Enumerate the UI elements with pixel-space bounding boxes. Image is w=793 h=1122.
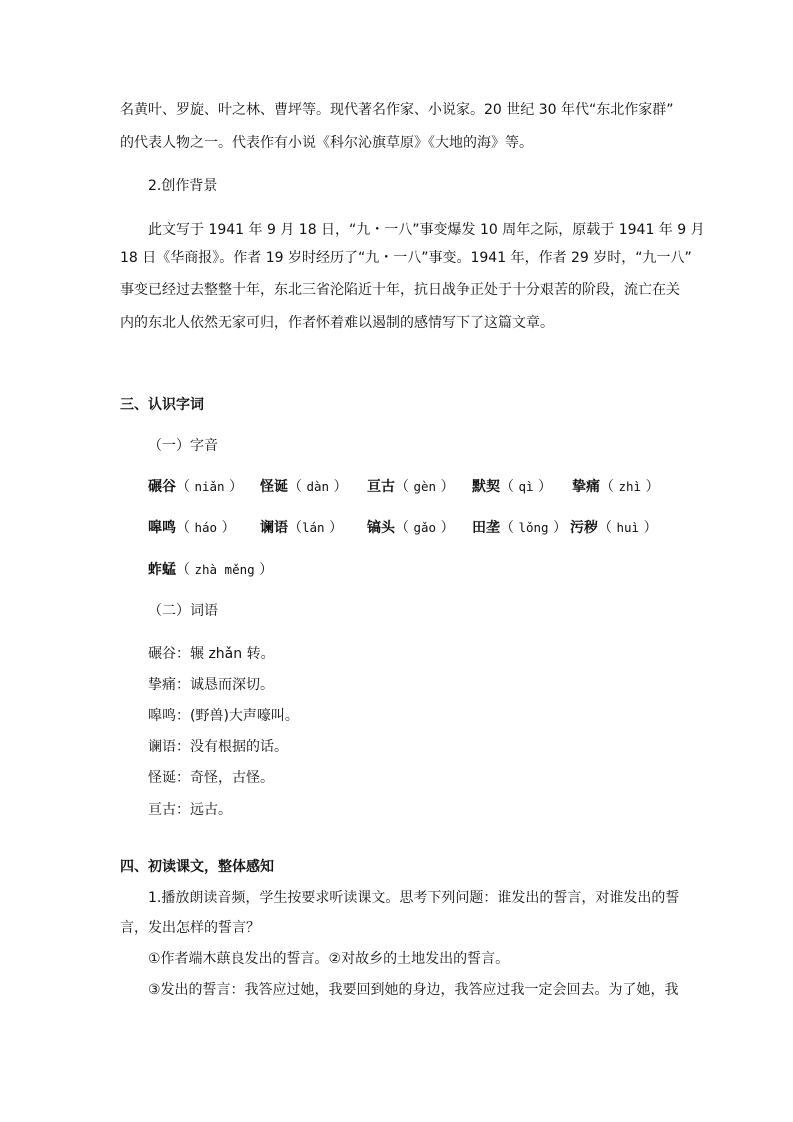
paren-open: （ [176, 479, 195, 495]
answer-line-1: ①作者端木蕻良发出的誓言。②对故乡的土地发出的誓言。 [148, 951, 510, 967]
paren-open: （ [500, 520, 519, 536]
paren-open: （ [500, 479, 519, 495]
pron-word: 田垄 [472, 520, 500, 536]
paren-close: ） [217, 520, 236, 536]
pron-pinyin: huì [616, 520, 640, 535]
pron-word: 怪诞 [260, 479, 288, 495]
paren-open: （ [395, 520, 414, 536]
vocab-definition: 嗥鸣：(野兽)大声嚎叫。 [148, 708, 299, 724]
author-intro-line-2: 的代表人物之一。代表作有小说《科尔沁旗草原》《大地的海》等。 [120, 135, 533, 151]
pron-pinyin: háo [194, 520, 218, 535]
paren-close: ） [639, 520, 658, 536]
background-line-4: 内的东北人依然无家可归，作者怀着难以遏制的感情写下了这篇文章。 [120, 315, 554, 331]
paren-close: ） [436, 520, 455, 536]
background-line-3: 事变已经过去整整十年，东北三省沦陷近十年，抗日战争正处于十分艰苦的阶段，流亡在关 [120, 282, 680, 298]
pron-pinyin: lǒng [518, 520, 549, 535]
paren-open: （ [395, 479, 414, 495]
pron-item [260, 518, 343, 538]
pron-word: 污秽 [570, 520, 598, 536]
pron-item [367, 477, 454, 497]
pron-item [570, 518, 657, 538]
vocab-definition: 碾谷：辗 zhǎn 转。 [148, 646, 275, 662]
paren-open: （ [176, 520, 195, 536]
section-3-title: 三、认识字词 [120, 397, 204, 413]
pron-word: 镐头 [367, 520, 395, 536]
paren-close: ） [533, 479, 552, 495]
pron-pinyin: niǎn [194, 479, 225, 494]
paren-close: ） [436, 479, 455, 495]
pron-pinyin: gǎo [413, 520, 437, 535]
question-line-1: 1.播放朗读音频，学生按要求听读课文。思考下列问题：谁发出的誓言，对谁发出的誓 [148, 890, 680, 906]
pronunciation-heading: （一）字音 [148, 438, 218, 454]
pron-item [472, 477, 552, 497]
vocab-definition: 挚痛：诚恳而深切。 [148, 677, 274, 693]
pron-pinyin: gèn [413, 479, 437, 494]
vocab-definition: 怪诞：奇怪，古怪。 [148, 770, 274, 786]
pron-pinyin: lán [302, 520, 325, 535]
section-4-title: 四、初读课文，整体感知 [120, 859, 274, 875]
pron-item [367, 518, 454, 538]
paren-close: ） [548, 520, 568, 536]
pron-word: 挚痛 [572, 479, 600, 495]
background-line-1: 此文写于 1941 年 9 月 18 日，“九・一八”事变爆发 10 周年之际，原载于 1941 年 9 月 [148, 222, 705, 238]
pron-word: 谰语 [260, 520, 288, 536]
paren-open: （ [288, 479, 307, 495]
answer-line-2: ③发出的誓言：我答应过她，我要回到她的身边，我答应过我一定会回去。为了她，我 [148, 982, 679, 998]
pron-word: 亘古 [367, 479, 395, 495]
pron-pinyin: qì [518, 479, 534, 494]
vocabulary-heading: （二）词语 [148, 603, 218, 619]
pron-item [148, 518, 235, 538]
pron-item [148, 477, 243, 497]
author-intro-line-1: 名黄叶、罗旋、叶之林、曹坪等。现代著名作家、小说家。20 世纪 30 年代“东北作家群” [120, 102, 674, 118]
pron-pinyin: dàn [306, 479, 330, 494]
background-heading: 2.创作背景 [148, 178, 218, 194]
pron-pinyin: zhà měng [194, 562, 255, 577]
paren-close: ） [324, 520, 344, 536]
pron-item [260, 477, 347, 497]
paren-close: ） [329, 479, 348, 495]
paren-open: （ [600, 479, 619, 495]
pron-item [472, 518, 567, 538]
paren-close: ） [641, 479, 660, 495]
pron-pinyin: zhì [618, 479, 642, 494]
paren-open: （ [176, 562, 195, 578]
paren-close: ） [224, 479, 244, 495]
pron-item [572, 477, 659, 497]
background-line-2: 18 日《华商报》。作者 19 岁时经历了“九・一八”事变。1941 年，作者 29 岁时，“九一八” [120, 250, 692, 266]
pron-item [148, 560, 273, 580]
pron-word: 嗥鸣 [148, 520, 176, 536]
pron-word: 默契 [472, 479, 500, 495]
paren-open: （ [288, 520, 302, 536]
question-line-2: 言，发出怎样的誓言？ [120, 920, 260, 936]
paren-open: （ [598, 520, 617, 536]
vocab-definition: 亘古：远古。 [148, 802, 232, 818]
vocab-definition: 谰语：没有根据的话。 [148, 739, 288, 755]
pron-word: 碾谷 [148, 479, 176, 495]
paren-close: ） [254, 562, 274, 578]
pron-word: 蚱蜢 [148, 562, 176, 578]
